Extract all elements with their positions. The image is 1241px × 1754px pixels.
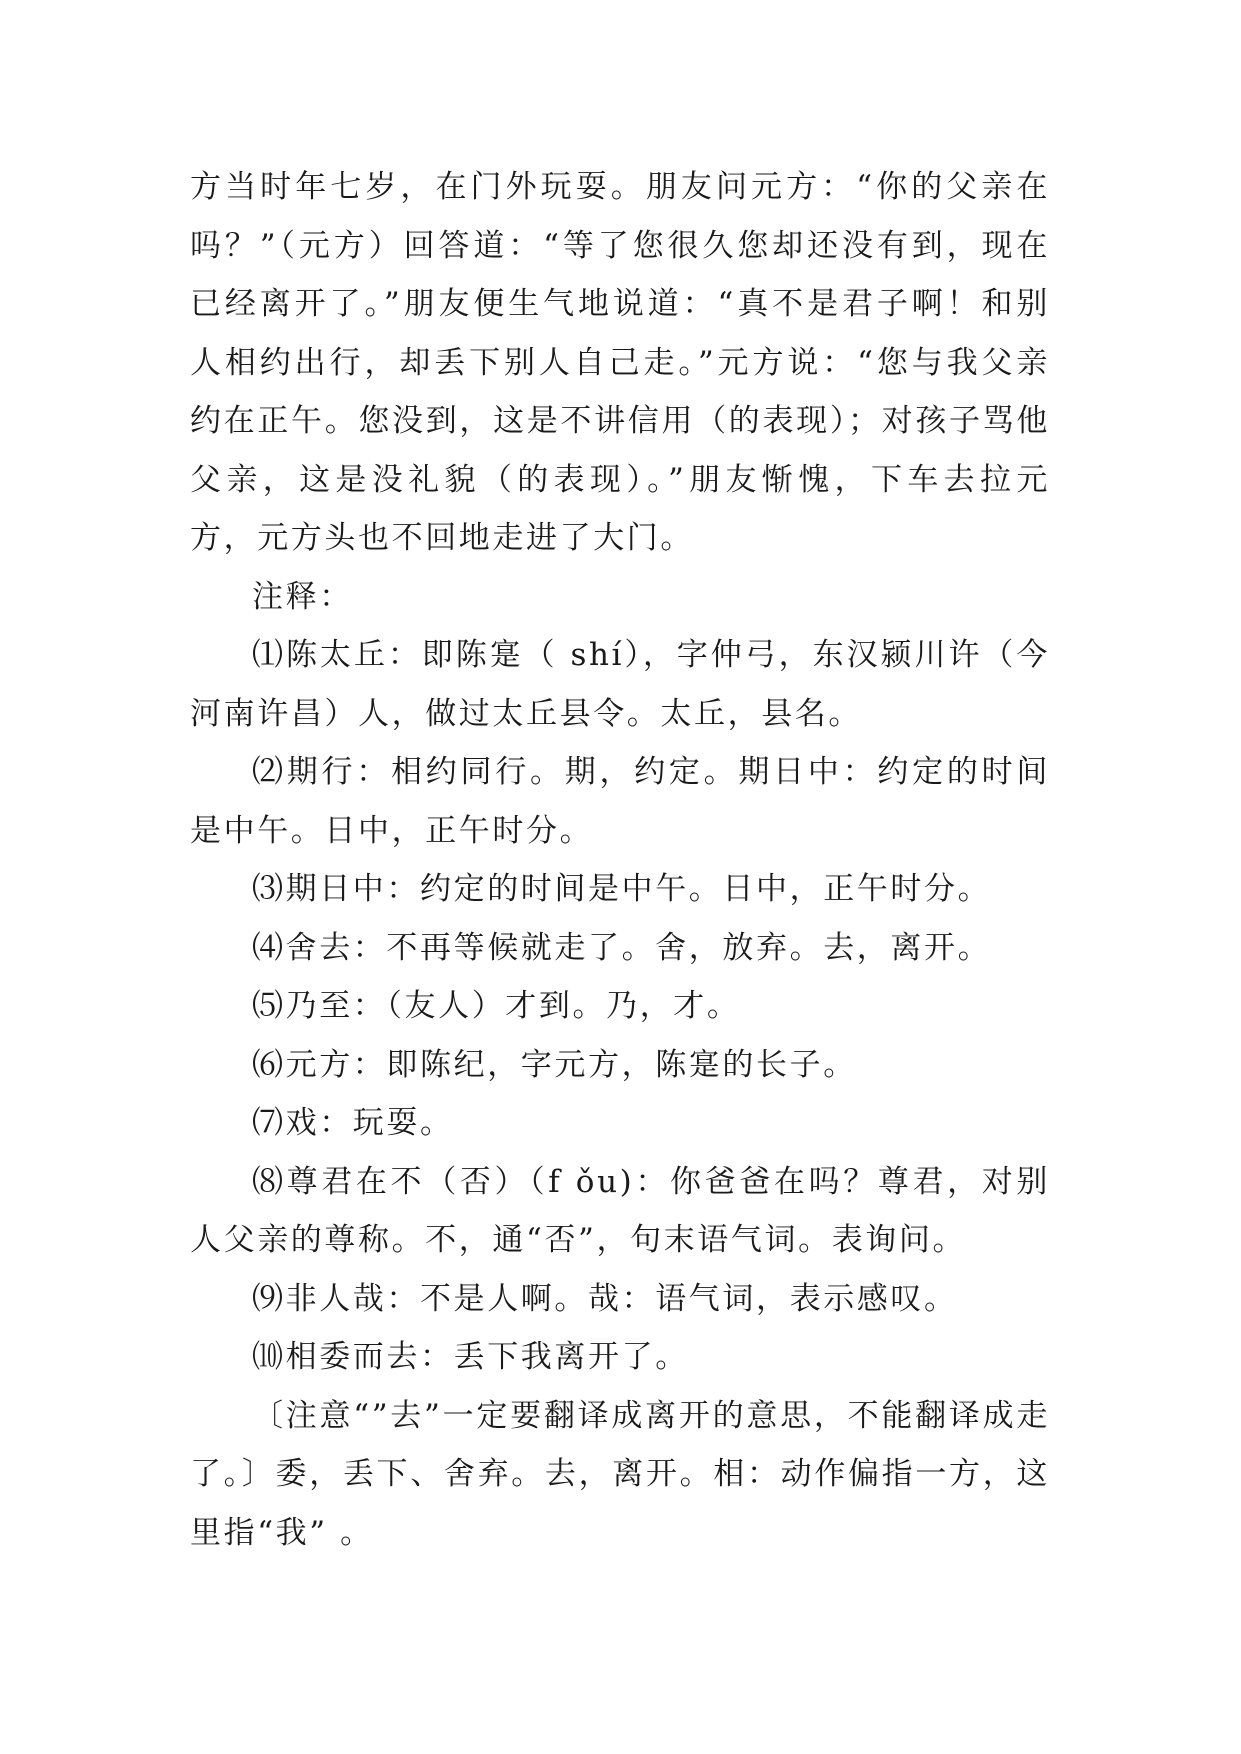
note-1: ⑴陈太丘：即陈寔（ shí），字仲弓，东汉颍川许（今河南许昌）人，做过太丘县令。太丘，县名。 [190,637,1050,732]
note-9: ⑼非人哉：不是人啊。哉：语气词，表示感叹。 [252,1280,958,1317]
note-8: ⑻尊君在不（否）（f ǒu)：你爸爸在吗？尊君，对别人父亲的尊称。不，通“否”，句末语气词。表询问。 [190,1163,1050,1258]
note-5: ⑸乃至：（友人）才到。乃，才。 [252,988,741,1024]
note-10-detail: 〔注意“”去”一定要翻译成离开的意思，不能翻译成走了。〕委，丢下、舍弃。去，离开。相：动作偏指一方，这里指“我” 。 [190,1397,1050,1551]
note-10: ⑽相委而去：丢下我离开了。 [252,1339,689,1375]
note-4: ⑷舍去：不再等候就走了。舍，放弃。去，离开。 [252,929,992,966]
note-3: ⑶期日中：约定的时间是中午。日中，正午时分。 [252,871,992,907]
notes-heading: 注释： [252,578,353,615]
note-2: ⑵期行：相约同行。期，约定。期日中：约定的时间是中午。日中，正午时分。 [190,754,1050,849]
story-ending-paragraph: 方当时年七岁，在门外玩耍。朋友问元方：“你的父亲在吗？”（元方）回答道：“等了您很久您却还没有到，现在已经离开了。”朋友便生气地说道：“真不是君子啊！和别人相约出行，却丢下别人自己走。”元方说：“您与我父亲约在正午。您没到，这是不讲信用（的表现）；对孩子骂他父亲，这是没礼貌（的表现）。”朋友惭愧，下车去拉元方，元方头也不回地走进了大门。 [190,169,1050,556]
document-body [190,158,1050,1562]
note-6: ⑹元方：即陈纪，字元方，陈寔的长子。 [252,1046,857,1083]
note-7: ⑺戏：玩耍。 [252,1105,454,1141]
